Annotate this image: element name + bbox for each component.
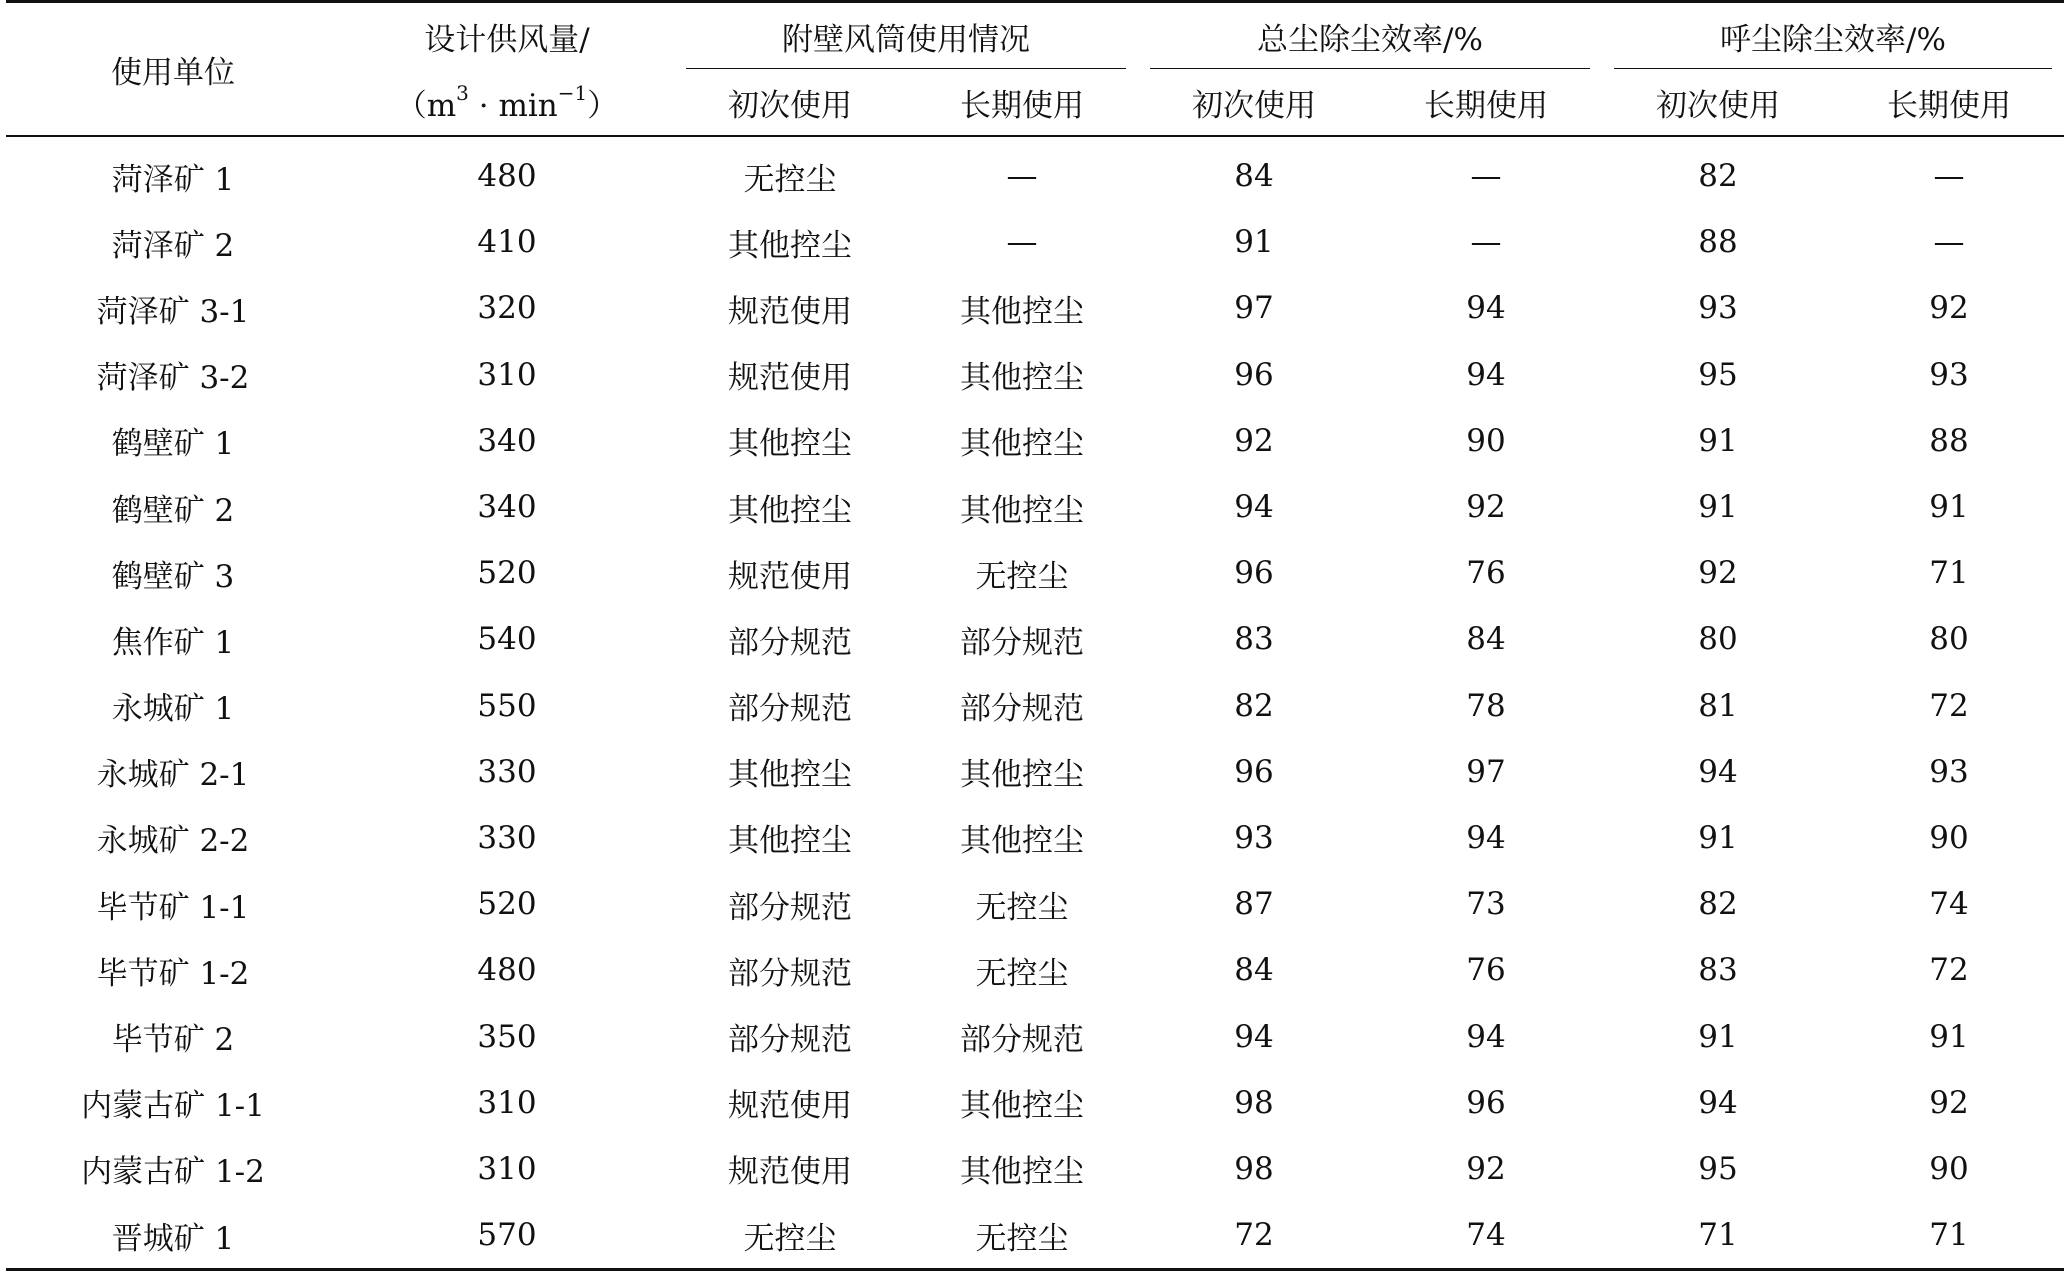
cell-total-long: 84 bbox=[1466, 621, 1506, 658]
cell-total-long: 97 bbox=[1466, 753, 1506, 790]
cell-duct-long: 部分规范 bbox=[960, 624, 1084, 661]
cell-duct-long: 其他控尘 bbox=[960, 1154, 1084, 1191]
cell-airflow: 330 bbox=[477, 819, 537, 856]
cell-total-long: 94 bbox=[1466, 356, 1506, 393]
cell-resp-first: 80 bbox=[1698, 621, 1738, 658]
header-group-total bbox=[1138, 2, 1602, 70]
cell-airflow: 570 bbox=[340, 1202, 674, 1270]
cell-duct-first: 规范使用 bbox=[728, 1154, 852, 1191]
cell-airflow: 310 bbox=[477, 1150, 537, 1187]
cell-duct-first: 规范使用 bbox=[728, 558, 852, 595]
cell-duct-long: 部分规范 bbox=[960, 1022, 1084, 1059]
cell-total-first: 84 bbox=[1234, 158, 1274, 195]
cell-total-first: 82 bbox=[1234, 687, 1274, 724]
cell-airflow: 550 bbox=[477, 687, 537, 724]
cell-unit: 菏泽矿 3-2 bbox=[96, 360, 250, 397]
cell-duct-long: 无控尘 bbox=[975, 889, 1069, 926]
header-airflow-line1: 设计供风量/ bbox=[340, 2, 674, 70]
cell-resp-long: 71 bbox=[1834, 1202, 2064, 1270]
table-row bbox=[6, 342, 2064, 408]
cell-total-first: 84 bbox=[1234, 952, 1274, 989]
table-row bbox=[6, 805, 2064, 871]
table-row bbox=[6, 739, 2064, 805]
cell-resp-first: 81 bbox=[1698, 687, 1738, 724]
cell-resp-long: 74 bbox=[1929, 886, 1969, 923]
header-unit: 使用单位 bbox=[6, 2, 340, 137]
cell-total-long: 94 bbox=[1466, 819, 1506, 856]
cell-airflow: 310 bbox=[477, 356, 537, 393]
cell-airflow: 330 bbox=[477, 753, 537, 790]
header-group-total-label: 总尘除尘效率/% bbox=[1257, 21, 1483, 58]
cell-total-long: 78 bbox=[1466, 687, 1506, 724]
cell-duct-first: 无控尘 bbox=[743, 161, 837, 198]
cell-resp-long: — bbox=[1933, 158, 1965, 195]
cell-unit: 晋城矿 1 bbox=[6, 1202, 340, 1270]
cell-resp-long: 72 bbox=[1929, 687, 1969, 724]
cell-unit: 菏泽矿 1 bbox=[111, 161, 235, 198]
group-total-rule bbox=[1150, 68, 1590, 69]
header-resp-long: 长期使用 bbox=[1834, 69, 2064, 136]
data-table-container bbox=[6, 0, 2064, 1271]
cell-unit: 菏泽矿 3-1 bbox=[96, 293, 250, 330]
cell-total-long: 94 bbox=[1466, 1018, 1506, 1055]
header-duct-first: 初次使用 bbox=[674, 69, 906, 136]
cell-duct-long: 无控尘 bbox=[906, 1202, 1138, 1270]
cell-unit: 内蒙古矿 1-1 bbox=[81, 1088, 265, 1125]
cell-airflow: 520 bbox=[477, 886, 537, 923]
cell-total-first: 92 bbox=[1234, 422, 1274, 459]
table-row bbox=[6, 275, 2064, 341]
cell-resp-long: 93 bbox=[1929, 356, 1969, 393]
cell-duct-long: 其他控尘 bbox=[960, 757, 1084, 794]
cell-resp-first: 94 bbox=[1698, 753, 1738, 790]
cell-unit: 毕节矿 1-1 bbox=[96, 889, 250, 926]
cell-duct-first: 规范使用 bbox=[728, 360, 852, 397]
cell-airflow: 520 bbox=[477, 555, 537, 592]
group-resp-rule bbox=[1614, 68, 2052, 69]
cell-total-long: 76 bbox=[1466, 555, 1506, 592]
table-row bbox=[6, 1003, 2064, 1069]
header-group-resp bbox=[1602, 2, 2064, 70]
cell-total-long: 92 bbox=[1466, 489, 1506, 526]
header-total-first: 初次使用 bbox=[1138, 69, 1370, 136]
table-row bbox=[6, 937, 2064, 1003]
cell-duct-first: 部分规范 bbox=[728, 1022, 852, 1059]
group-duct-rule bbox=[686, 68, 1126, 69]
header-group-duct bbox=[674, 2, 1138, 70]
cell-unit: 内蒙古矿 1-2 bbox=[81, 1154, 265, 1191]
cell-duct-long: 其他控尘 bbox=[960, 293, 1084, 330]
cell-airflow: 320 bbox=[477, 290, 537, 327]
cell-duct-first: 部分规范 bbox=[728, 955, 852, 992]
header-group-resp-label: 呼尘除尘效率/% bbox=[1720, 21, 1946, 58]
cell-total-long: 76 bbox=[1466, 952, 1506, 989]
cell-resp-first: 91 bbox=[1698, 489, 1738, 526]
airflow-unit-exp1: 3 bbox=[456, 81, 469, 106]
cell-total-long: 74 bbox=[1370, 1202, 1602, 1270]
cell-airflow: 480 bbox=[477, 952, 537, 989]
airflow-unit-close: ） bbox=[587, 87, 619, 124]
cell-total-long: 92 bbox=[1466, 1150, 1506, 1187]
header-resp-first: 初次使用 bbox=[1602, 69, 1834, 136]
cell-total-first: 93 bbox=[1234, 819, 1274, 856]
cell-duct-long: 其他控尘 bbox=[960, 823, 1084, 860]
cell-resp-long: 91 bbox=[1929, 489, 1969, 526]
cell-resp-long: 91 bbox=[1929, 1018, 1969, 1055]
cell-airflow: 410 bbox=[477, 224, 537, 261]
cell-duct-first: 部分规范 bbox=[728, 889, 852, 926]
cell-total-first: 98 bbox=[1234, 1150, 1274, 1187]
header-total-long: 长期使用 bbox=[1370, 69, 1602, 136]
cell-airflow: 350 bbox=[477, 1018, 537, 1055]
cell-resp-long: 88 bbox=[1929, 422, 1969, 459]
cell-duct-long: — bbox=[1006, 224, 1038, 261]
cell-duct-long: — bbox=[1006, 158, 1038, 195]
cell-duct-first: 其他控尘 bbox=[728, 426, 852, 463]
cell-duct-first: 部分规范 bbox=[728, 624, 852, 661]
cell-unit: 鹤壁矿 1 bbox=[111, 426, 235, 463]
airflow-unit-exp2: −1 bbox=[557, 81, 588, 106]
cell-resp-long: 92 bbox=[1929, 290, 1969, 327]
cell-duct-long: 无控尘 bbox=[975, 955, 1069, 992]
cell-duct-first: 部分规范 bbox=[728, 691, 852, 728]
table-row bbox=[6, 474, 2064, 540]
cell-resp-first: 82 bbox=[1698, 886, 1738, 923]
cell-total-first: 96 bbox=[1234, 753, 1274, 790]
cell-resp-long: 72 bbox=[1929, 952, 1969, 989]
cell-duct-first: 其他控尘 bbox=[728, 757, 852, 794]
airflow-unit-min: · min bbox=[468, 87, 558, 124]
cell-total-first: 96 bbox=[1234, 555, 1274, 592]
cell-total-long: — bbox=[1470, 224, 1502, 261]
cell-unit: 永城矿 2-1 bbox=[96, 757, 250, 794]
cell-resp-first: 91 bbox=[1698, 422, 1738, 459]
cell-resp-long: 93 bbox=[1929, 753, 1969, 790]
cell-duct-first: 规范使用 bbox=[728, 293, 852, 330]
cell-unit: 毕节矿 2 bbox=[111, 1022, 235, 1059]
cell-resp-long: — bbox=[1933, 224, 1965, 261]
cell-duct-long: 部分规范 bbox=[960, 691, 1084, 728]
cell-duct-first: 其他控尘 bbox=[728, 227, 852, 264]
cell-total-long: 94 bbox=[1466, 290, 1506, 327]
cell-resp-first: 95 bbox=[1698, 356, 1738, 393]
cell-total-long: 73 bbox=[1466, 886, 1506, 923]
header-group-duct-label: 附壁风筒使用情况 bbox=[782, 21, 1030, 58]
cell-duct-long: 无控尘 bbox=[975, 558, 1069, 595]
cell-total-first: 94 bbox=[1234, 489, 1274, 526]
cell-resp-long: 92 bbox=[1929, 1084, 1969, 1121]
cell-duct-first: 规范使用 bbox=[728, 1088, 852, 1125]
cell-resp-first: 82 bbox=[1698, 158, 1738, 195]
cell-resp-first: 91 bbox=[1698, 1018, 1738, 1055]
cell-unit: 焦作矿 1 bbox=[111, 624, 235, 661]
table-row bbox=[6, 871, 2064, 937]
cell-total-first: 72 bbox=[1138, 1202, 1370, 1270]
table-body bbox=[6, 136, 2064, 1270]
cell-duct-long: 其他控尘 bbox=[960, 426, 1084, 463]
table-row bbox=[6, 1202, 2064, 1270]
table-row bbox=[6, 1136, 2064, 1202]
table-row bbox=[6, 136, 2064, 209]
cell-duct-long: 其他控尘 bbox=[960, 360, 1084, 397]
table-row bbox=[6, 673, 2064, 739]
cell-airflow: 540 bbox=[477, 621, 537, 658]
cell-resp-first: 93 bbox=[1698, 290, 1738, 327]
cell-duct-long: 其他控尘 bbox=[960, 1088, 1084, 1125]
cell-resp-long: 90 bbox=[1929, 1150, 1969, 1187]
cell-resp-first: 95 bbox=[1698, 1150, 1738, 1187]
cell-unit: 鹤壁矿 2 bbox=[111, 492, 235, 529]
cell-total-first: 83 bbox=[1234, 621, 1274, 658]
cell-airflow: 310 bbox=[477, 1084, 537, 1121]
cell-airflow: 340 bbox=[477, 489, 537, 526]
cell-unit: 永城矿 2-2 bbox=[96, 823, 250, 860]
cell-unit: 鹤壁矿 3 bbox=[111, 558, 235, 595]
cell-duct-first: 其他控尘 bbox=[728, 492, 852, 529]
cell-resp-long: 71 bbox=[1929, 555, 1969, 592]
cell-total-first: 96 bbox=[1234, 356, 1274, 393]
table-row bbox=[6, 606, 2064, 672]
cell-total-first: 97 bbox=[1234, 290, 1274, 327]
cell-resp-first: 91 bbox=[1698, 819, 1738, 856]
header-airflow-line2 bbox=[340, 69, 674, 136]
cell-duct-first: 其他控尘 bbox=[728, 823, 852, 860]
airflow-unit-open: （m bbox=[395, 87, 457, 124]
table-row bbox=[6, 209, 2064, 275]
cell-resp-long: 80 bbox=[1929, 621, 1969, 658]
cell-total-first: 98 bbox=[1234, 1084, 1274, 1121]
cell-resp-first: 92 bbox=[1698, 555, 1738, 592]
cell-unit: 永城矿 1 bbox=[111, 691, 235, 728]
table-row bbox=[6, 540, 2064, 606]
cell-resp-first: 94 bbox=[1698, 1084, 1738, 1121]
cell-unit: 毕节矿 1-2 bbox=[96, 955, 250, 992]
table-header bbox=[6, 2, 2064, 137]
cell-total-long: — bbox=[1470, 158, 1502, 195]
table-row bbox=[6, 1070, 2064, 1136]
cell-total-first: 94 bbox=[1234, 1018, 1274, 1055]
cell-resp-first: 83 bbox=[1698, 952, 1738, 989]
table-row bbox=[6, 408, 2064, 474]
cell-duct-long: 其他控尘 bbox=[960, 492, 1084, 529]
cell-airflow: 480 bbox=[477, 158, 537, 195]
cell-total-long: 90 bbox=[1466, 422, 1506, 459]
cell-duct-first: 无控尘 bbox=[674, 1202, 906, 1270]
cell-airflow: 340 bbox=[477, 422, 537, 459]
cell-resp-first: 71 bbox=[1602, 1202, 1834, 1270]
cell-total-first: 87 bbox=[1234, 886, 1274, 923]
dust-removal-table bbox=[6, 0, 2064, 1271]
header-duct-long: 长期使用 bbox=[906, 69, 1138, 136]
cell-unit: 菏泽矿 2 bbox=[111, 227, 235, 264]
cell-total-first: 91 bbox=[1234, 224, 1274, 261]
cell-total-long: 96 bbox=[1466, 1084, 1506, 1121]
cell-resp-first: 88 bbox=[1698, 224, 1738, 261]
cell-resp-long: 90 bbox=[1929, 819, 1969, 856]
